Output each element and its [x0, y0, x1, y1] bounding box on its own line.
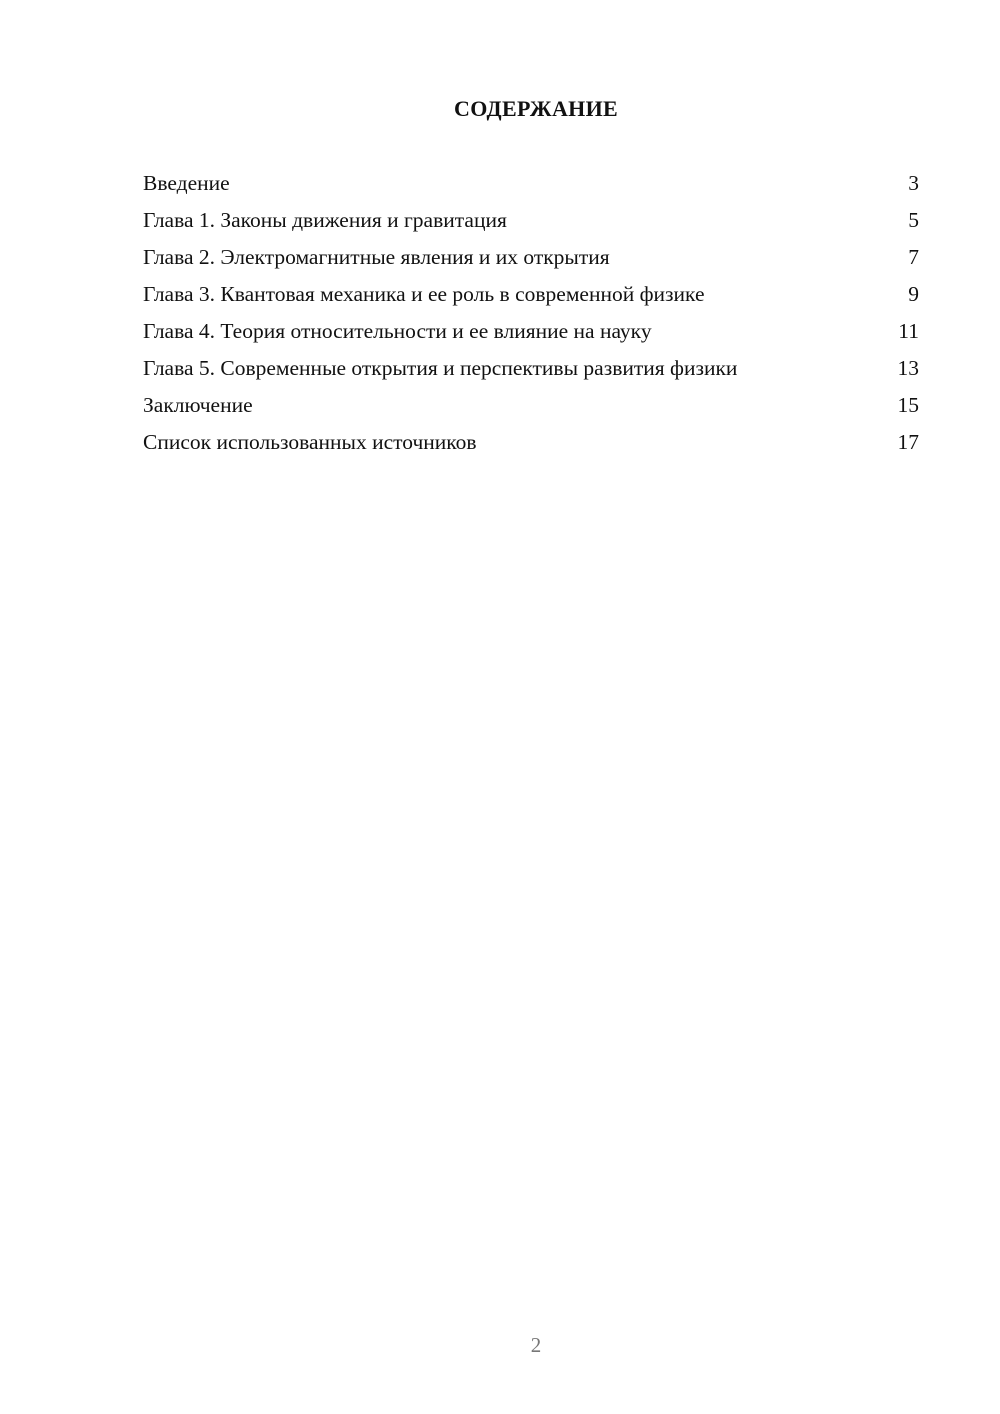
toc-entry-page: 9	[908, 282, 919, 306]
toc-entry-label: Глава 5. Современные открытия и перспективы развития физики	[143, 356, 738, 380]
page-number: 2	[530, 1333, 542, 1357]
toc-entry-label: Глава 1. Законы движения и гравитация	[143, 208, 507, 232]
toc-entry-label: Глава 3. Квантовая механика и ее роль в современной физике	[143, 282, 705, 306]
toc-entry-chapter-1	[143, 207, 919, 234]
toc-entry-page: 15	[897, 393, 919, 417]
table-of-contents	[143, 170, 919, 466]
toc-entry-page: 11	[898, 319, 919, 343]
toc-entry-chapter-5	[143, 355, 919, 382]
toc-entry-chapter-4	[143, 318, 919, 345]
toc-entry-chapter-2	[143, 244, 919, 271]
toc-entry-chapter-3	[143, 281, 919, 308]
toc-title: СОДЕРЖАНИЕ	[454, 96, 618, 121]
toc-entry-page: 3	[908, 171, 919, 195]
toc-entry-label: Список использованных источников	[143, 430, 477, 454]
toc-entry-conclusion	[143, 392, 919, 419]
toc-entry-label: Глава 4. Теория относительности и ее влияние на науку	[143, 319, 652, 343]
toc-entry-label: Глава 2. Электромагнитные явления и их открытия	[143, 245, 610, 269]
toc-entry-label: Заключение	[143, 393, 253, 417]
toc-entry-page: 17	[897, 430, 919, 454]
toc-entry-references	[143, 429, 919, 456]
toc-entry-page: 13	[897, 356, 919, 380]
toc-entry-label: Введение	[143, 171, 230, 195]
toc-entry-page: 7	[908, 245, 919, 269]
toc-entry-introduction	[143, 170, 919, 197]
toc-entry-page: 5	[908, 208, 919, 232]
